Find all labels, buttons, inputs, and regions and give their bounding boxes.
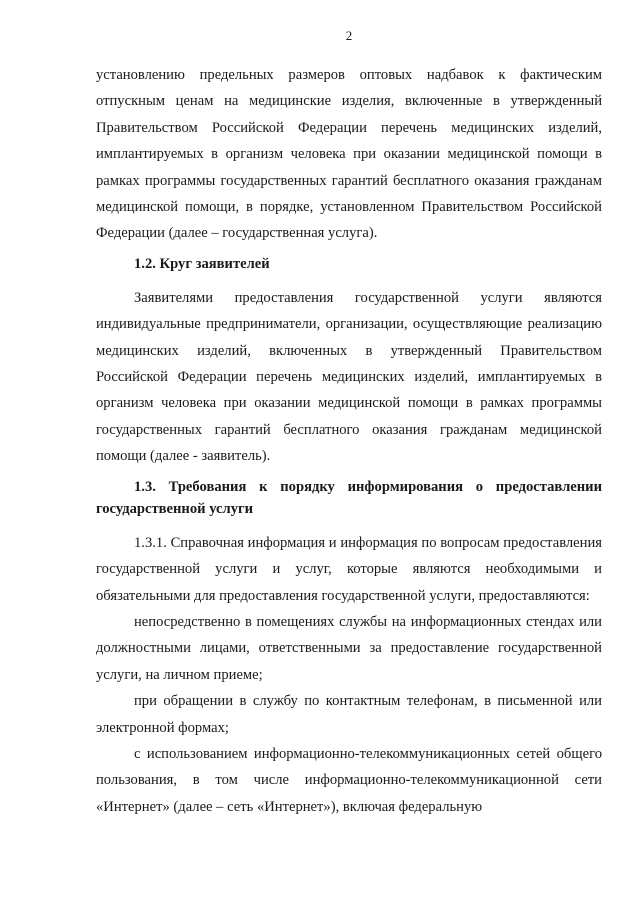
paragraph-internet: с использованием информационно-телекоммуникационных сетей общего пользования, в том числе информационно-телекоммуникационной сети «Интернет» (далее – сеть «Интернет»), включая федеральную (96, 745, 602, 815)
paragraph-intro-continuation: установлению предельных размеров оптовых надбавок к фактическим отпускным ценам на медицинские изделия, включенные в утвержденный Правительством Российской Федерации перечень медицинских изделий, имплантируемых в организм человека при оказании медицинской помощи в рамках программы государственных гарантий бесплатного оказания гражданам медицинской помощи, в порядке, установленном Правительством Российской Федерации (далее – государственная услуга). (96, 67, 602, 242)
page-number: 2 (345, 28, 353, 43)
section-heading-1-3: 1.3. Требования к порядку информирования о предоставлении государственной услуги (96, 478, 602, 517)
paragraph-info-stands: непосредственно в помещениях службы на информационных стендах или должностными лицами, ответственными за предоставление государственной услуги, на личном приеме; (96, 613, 602, 683)
paragraph-applicants: Заявителями предоставления государственной услуги являются индивидуальные предприниматели, организации, осуществляющие реализацию медицинских изделий, включенных в утвержденный Правительством Российской Федерации перечень медицинских изделий, имплантируемых в организм человека при оказании медицинской помощи в рамках программы государственных гарантий бесплатного оказания гражданам медицинской помощи (далее - заявитель). (96, 289, 602, 465)
section-heading-1-2: 1.2. Круг заявителей (134, 255, 270, 272)
paragraph-1-3-1: 1.3.1. Справочная информация и информация по вопросам предоставления государственной услуги и услуг, которые являются необходимыми и обязательными для предоставления государственной услуги, предоставляются: (96, 534, 602, 604)
paragraph-phone-written: при обращении в службу по контактным телефонам, в письменной или электронной формах; (96, 693, 602, 736)
